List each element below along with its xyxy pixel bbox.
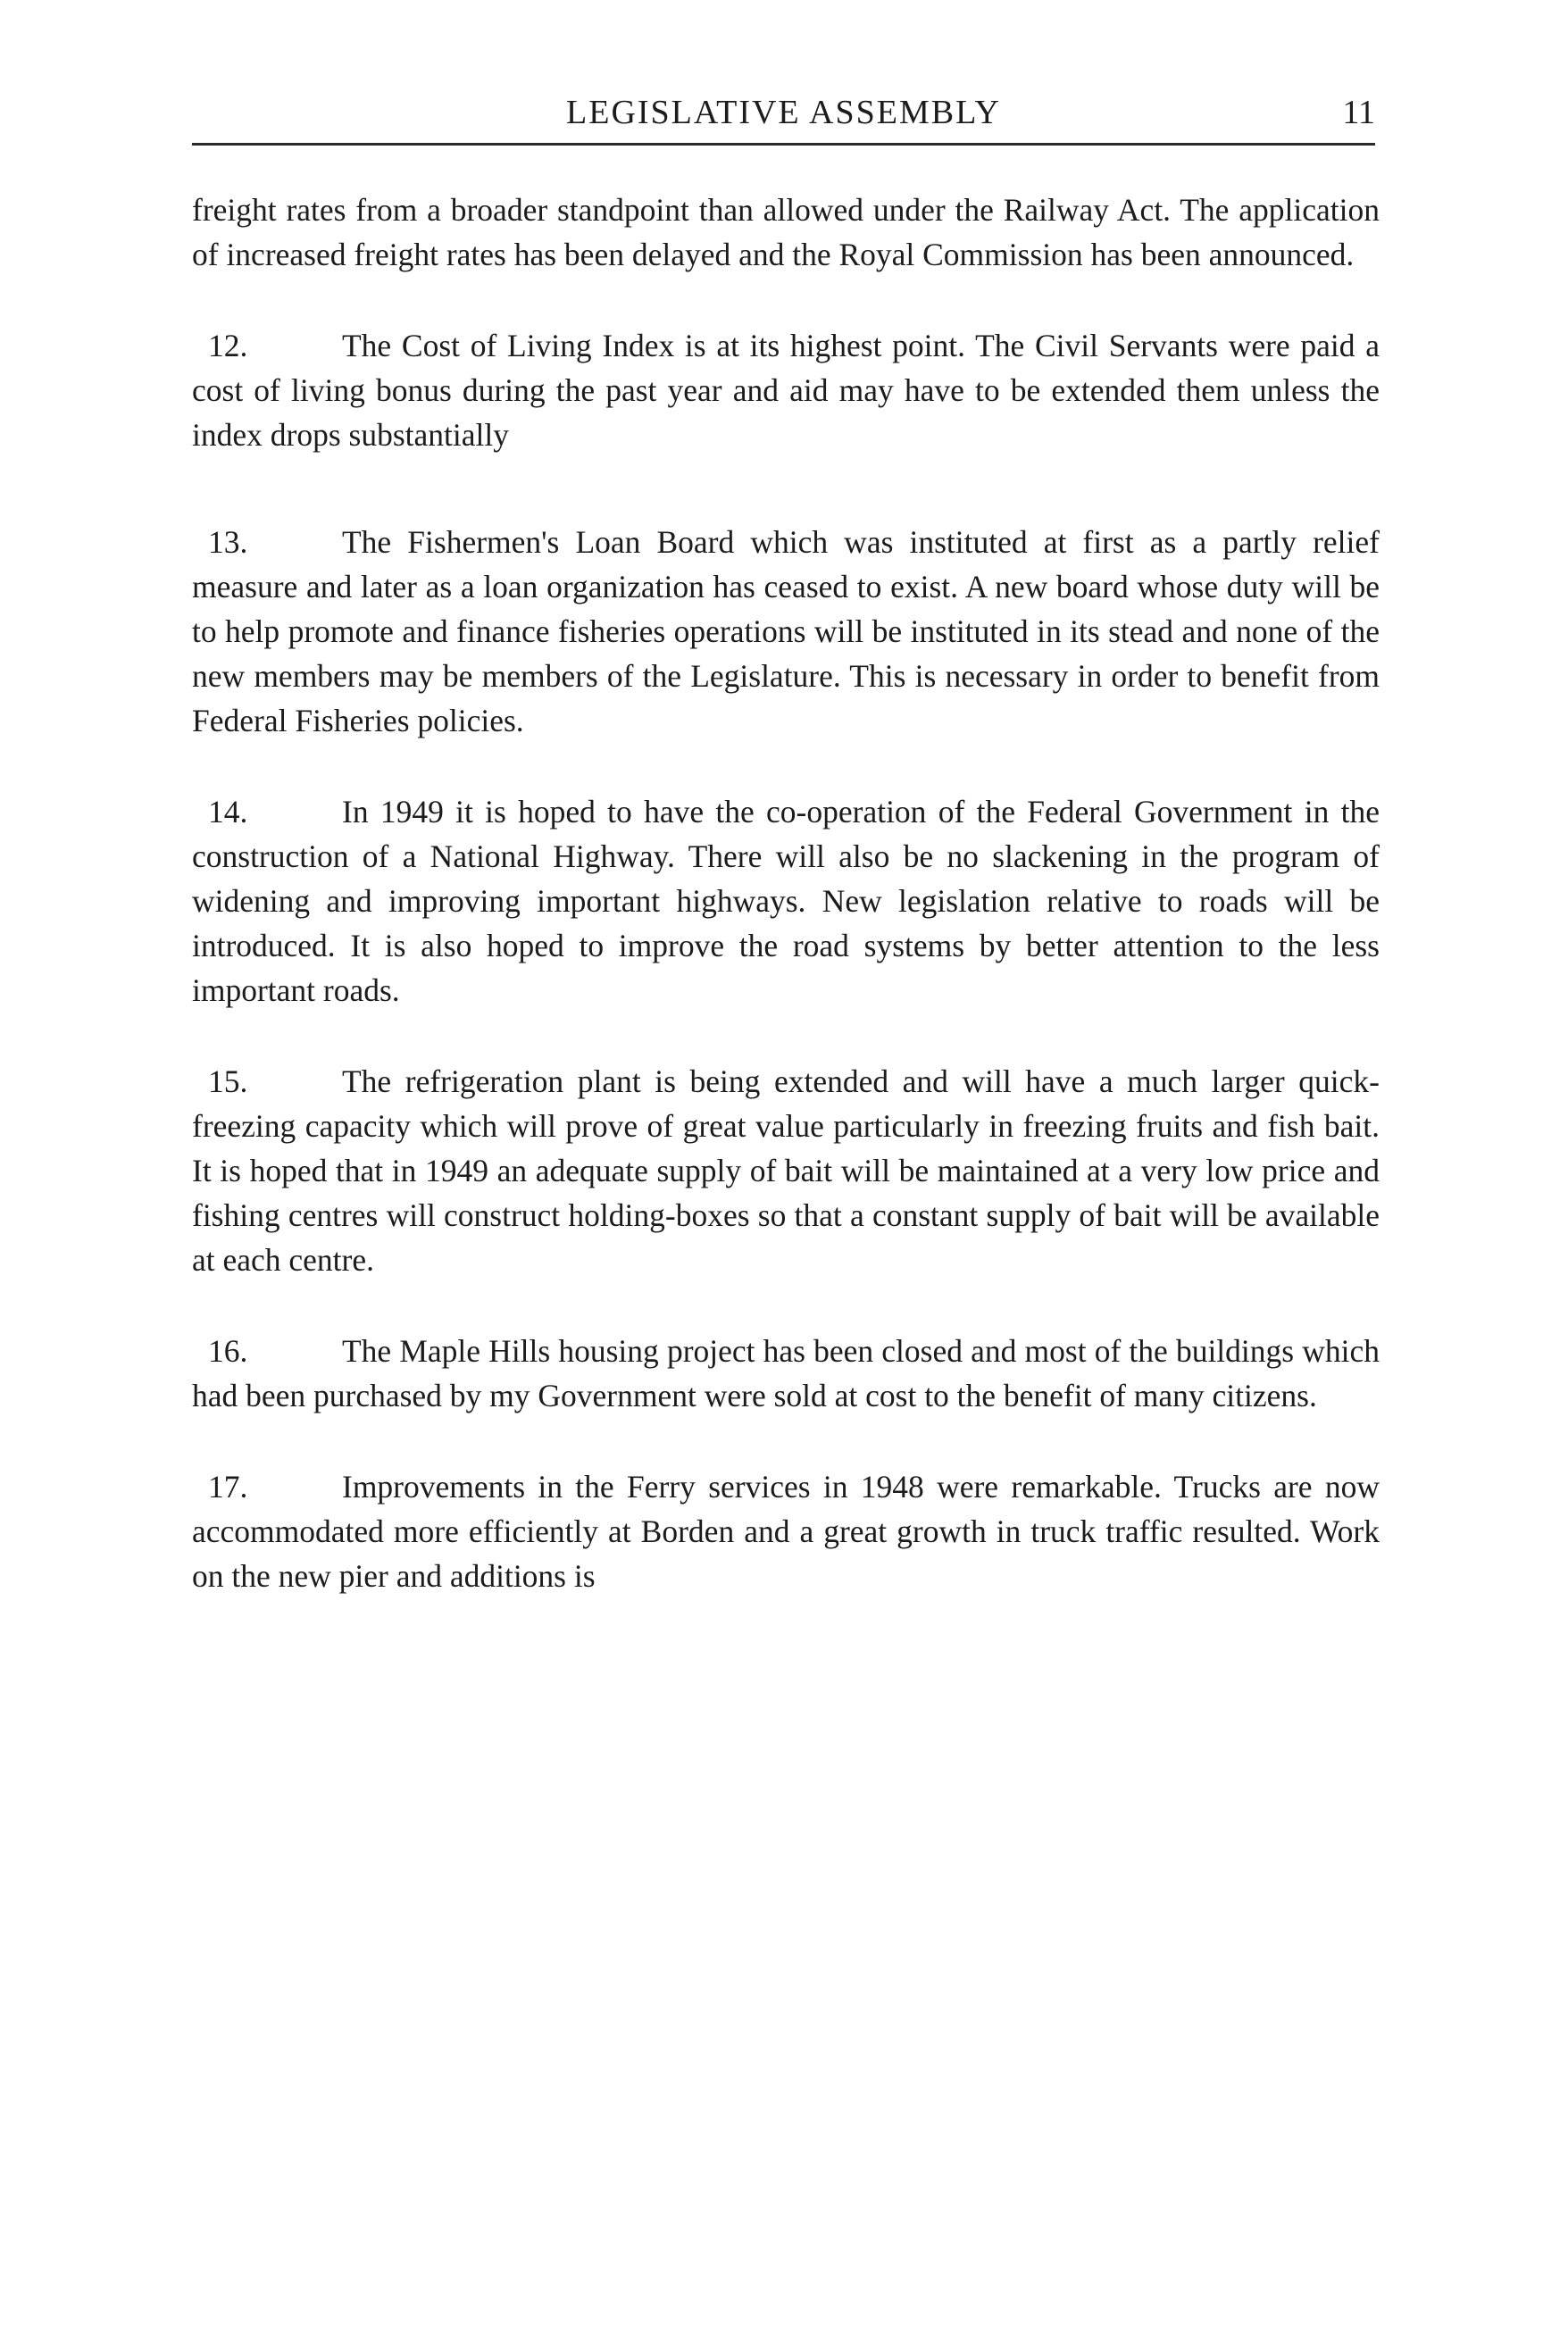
paragraph-13 — [192, 520, 1380, 743]
body-text — [192, 188, 1380, 1645]
paragraph-number: 16. — [208, 1333, 248, 1369]
paragraph-number: 14. — [208, 794, 248, 830]
paragraph-number: 17. — [208, 1469, 248, 1505]
paragraph-17 — [192, 1464, 1380, 1598]
paragraph-14 — [192, 789, 1380, 1013]
paragraph-text: In 1949 it is hoped to have the co-operation of the Federal Government in the construction of a National Highway. There will also be no slackening in the program of widening and improving important highways. New legislation relative to roads will be introduced. It is also hoped to improve the road systems by better attention to the less important roads. — [192, 794, 1380, 1008]
page-number: 11 — [1342, 94, 1375, 131]
paragraph-12 — [192, 323, 1380, 457]
paragraph-text: freight rates from a broader standpoint than allowed under the Railway Act. The application of increased freight rates has been delayed and the Royal Commission has been announced. — [192, 192, 1380, 272]
running-header — [192, 91, 1375, 145]
paragraph-continuation — [192, 188, 1380, 277]
paragraph-text: The Fishermen's Loan Board which was instituted at first as a partly relief measure and later as a loan organization has ceased to exist. A new board whose duty will be to help promote and finance fisheries operations will be instituted in its stead and none of the new members may be members of the Legislature. This is necessary in order to benefit from Federal Fisheries policies. — [192, 524, 1380, 738]
paragraph-15 — [192, 1059, 1380, 1282]
paragraph-number: 15. — [208, 1063, 248, 1099]
paragraph-text: The refrigeration plant is being extended and will have a much larger quick-freezing capacity which will prove of great value particularly in freezing fruits and fish bait. It is hoped that in 1949 an adequate supply of bait will be maintained at a very low price and fishing centres will construct holding-boxes so that a constant supply of bait will be available at each centre. — [192, 1063, 1380, 1278]
paragraph-text: Improvements in the Ferry services in 1948 were remarkable. Trucks are now accommodated more efficiently at Borden and a great growth in truck traffic resulted. Work on the new pier and additions is — [192, 1469, 1380, 1594]
running-title: LEGISLATIVE ASSEMBLY — [566, 94, 1001, 131]
paragraph-number: 13. — [208, 524, 248, 560]
paragraph-16 — [192, 1329, 1380, 1418]
paragraph-number: 12. — [208, 328, 248, 363]
header-rule — [192, 143, 1375, 146]
paragraph-text: The Maple Hills housing project has been closed and most of the buildings which had been purchased by my Government were sold at cost to the benefit of many citizens. — [192, 1333, 1380, 1413]
paragraph-text: The Cost of Living Index is at its highest point. The Civil Servants were paid a cost of living bonus during the past year and aid may have to be extended them unless the index drops substantially — [192, 328, 1380, 453]
